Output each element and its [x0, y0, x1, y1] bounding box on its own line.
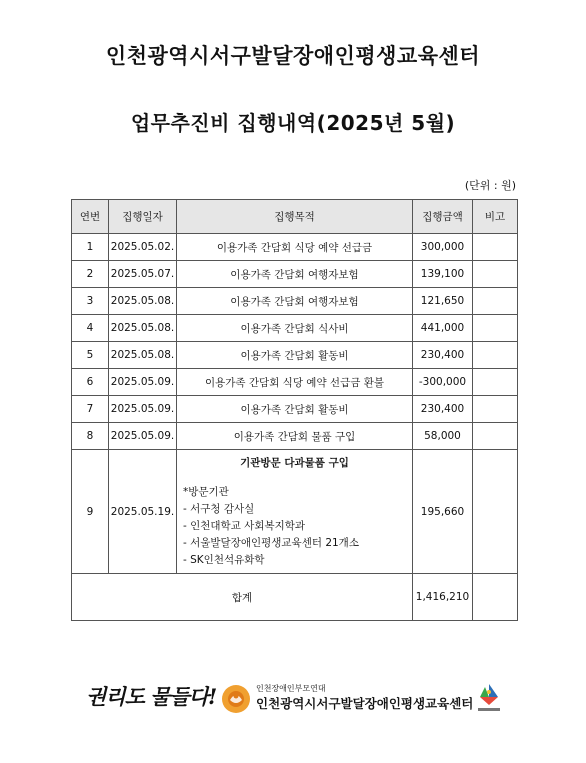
cell-purpose: 이용가족 간담회 여행자보험 [177, 261, 413, 288]
cell-amount: 121,650 [413, 288, 473, 315]
cell-note [473, 396, 518, 423]
cell-date: 2025.05.19. [109, 450, 177, 574]
total-row [72, 574, 518, 621]
logo-subtitle: 인천장애인부모연대 [256, 684, 326, 693]
slogan-logo: 권리도 물들다! [86, 684, 217, 709]
cell-purpose: 이용가족 간담회 식당 예약 선급금 환불 [177, 369, 413, 396]
table-row-detailed [72, 450, 518, 574]
center-logo-icon [221, 684, 251, 714]
total-label: 합계 [72, 574, 413, 621]
cell-amount: 58,000 [413, 423, 473, 450]
cell-note [473, 234, 518, 261]
cell-date: 2025.05.08. [109, 315, 177, 342]
document-title: 업무추진비 집행내역(2025년 5월) [130, 111, 456, 135]
visited-institution-item: - SK인천석유화학 [183, 554, 265, 566]
table-row [72, 342, 518, 369]
column-header-purpose: 집행목적 [177, 200, 413, 234]
cell-note [473, 369, 518, 396]
cell-note [473, 288, 518, 315]
cell-note [473, 261, 518, 288]
table-row [72, 423, 518, 450]
cell-amount: 195,660 [413, 450, 473, 574]
cell-purpose: 이용가족 간담회 여행자보험 [177, 288, 413, 315]
cell-no: 6 [72, 369, 109, 396]
cell-date: 2025.05.02. [109, 234, 177, 261]
logo-title: 인천광역시서구발달장애인평생교육센터 [256, 696, 474, 711]
organization-title: 인천광역시서구발달장애인평생교육센터 [105, 44, 481, 68]
cell-purpose: 이용가족 간담회 식당 예약 선급금 [177, 234, 413, 261]
cell-amount: 230,400 [413, 396, 473, 423]
cell-purpose: 이용가족 간담회 물품 구입 [177, 423, 413, 450]
table-row [72, 234, 518, 261]
cell-date: 2025.05.09. [109, 369, 177, 396]
cell-purpose: 이용가족 간담회 활동비 [177, 342, 413, 369]
table-row [72, 369, 518, 396]
cell-date: 2025.05.08. [109, 288, 177, 315]
total-amount: 1,416,210 [413, 574, 473, 621]
cell-no: 5 [72, 342, 109, 369]
cell-amount: 139,100 [413, 261, 473, 288]
visited-institutions-label: *방문기관 [183, 486, 229, 498]
cell-amount: 300,000 [413, 234, 473, 261]
cell-no: 2 [72, 261, 109, 288]
cell-purpose: 이용가족 간담회 활동비 [177, 396, 413, 423]
table-header-row [72, 200, 518, 234]
cell-note [473, 423, 518, 450]
cell-date: 2025.05.09. [109, 396, 177, 423]
purpose-heading: 기관방문 다과물품 구입 [240, 457, 349, 469]
cell-no: 9 [72, 450, 109, 574]
table-row [72, 396, 518, 423]
footer [0, 678, 586, 718]
expense-table [71, 199, 518, 621]
cell-date: 2025.05.08. [109, 342, 177, 369]
table-row [72, 288, 518, 315]
cell-note [473, 315, 518, 342]
column-header-no: 연번 [72, 200, 109, 234]
column-header-date: 집행일자 [109, 200, 177, 234]
cell-purpose-detailed [177, 450, 413, 574]
cell-note [473, 450, 518, 574]
cell-note [473, 342, 518, 369]
total-note [473, 574, 518, 621]
cell-no: 8 [72, 423, 109, 450]
visited-institution-item: - 서울발달장애인평생교육센터 21개소 [183, 537, 359, 549]
table-row [72, 315, 518, 342]
table-row [72, 261, 518, 288]
cell-amount: -300,000 [413, 369, 473, 396]
visited-institution-item: - 서구청 감사실 [183, 503, 255, 515]
visited-institution-item: - 인천대학교 사회복지학과 [183, 520, 306, 532]
cell-amount: 441,000 [413, 315, 473, 342]
district-logo-icon [475, 681, 503, 715]
cell-no: 7 [72, 396, 109, 423]
cell-date: 2025.05.09. [109, 423, 177, 450]
cell-purpose: 이용가족 간담회 식사비 [177, 315, 413, 342]
cell-no: 3 [72, 288, 109, 315]
column-header-note: 비고 [473, 200, 518, 234]
unit-label: (단위 : 원) [464, 179, 516, 192]
cell-date: 2025.05.07. [109, 261, 177, 288]
cell-amount: 230,400 [413, 342, 473, 369]
cell-no: 1 [72, 234, 109, 261]
cell-no: 4 [72, 315, 109, 342]
column-header-amount: 집행금액 [413, 200, 473, 234]
